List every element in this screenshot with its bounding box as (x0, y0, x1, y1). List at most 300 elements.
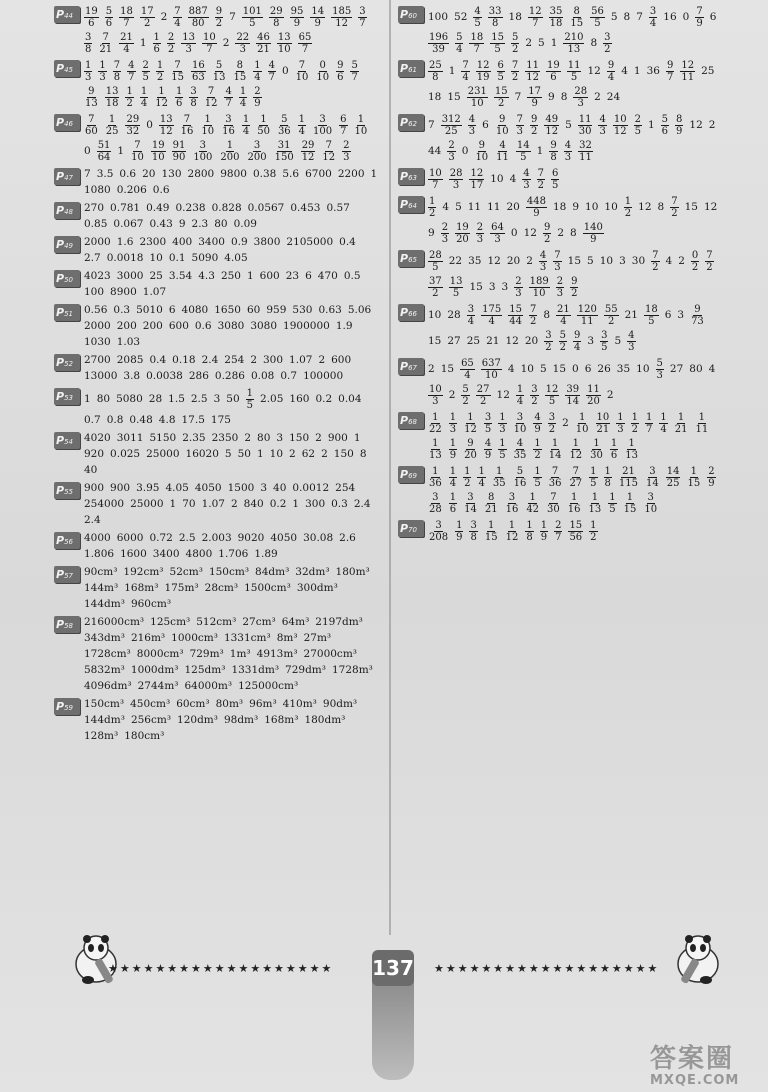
fraction (495, 140, 510, 163)
fraction (277, 114, 292, 137)
answer-item (428, 11, 448, 24)
fraction-denominator: 10 (644, 504, 658, 515)
answer-item (670, 196, 678, 219)
fraction-numerator: 9 (607, 60, 615, 71)
answer-item (149, 252, 162, 265)
fraction-numerator: 7 (325, 140, 332, 151)
answer-item (169, 252, 186, 265)
answer-item (428, 466, 443, 489)
page-badge-number: 57 (64, 572, 73, 580)
answer-value: 27cm³ (242, 616, 276, 628)
answer-item (354, 498, 371, 511)
answer-item (270, 498, 287, 511)
fraction-denominator: 2 (531, 396, 538, 407)
answer-item (516, 140, 531, 163)
answer-item (131, 664, 179, 677)
fraction-denominator: 11 (695, 424, 709, 435)
answer-item (645, 466, 660, 489)
fraction (463, 438, 478, 461)
answer-list (84, 532, 384, 564)
exercise-section (398, 168, 728, 194)
fraction-numerator: 6 (340, 114, 347, 125)
fraction (651, 250, 659, 273)
fraction-denominator: 5 (552, 180, 559, 191)
answer-item (188, 6, 209, 29)
fraction-numerator: 1 (298, 114, 306, 125)
answer-value: 960cm³ (130, 598, 172, 610)
answer-item (589, 520, 597, 543)
answer-item (594, 91, 601, 104)
answer-item (165, 482, 188, 495)
fraction-numerator: 1 (449, 438, 457, 449)
answer-value: 0.067 (113, 218, 144, 230)
answer-item (588, 492, 603, 515)
fraction (441, 222, 449, 245)
fraction (151, 140, 166, 163)
answer-item (84, 632, 125, 645)
answer-item (170, 498, 177, 511)
answer-item (161, 168, 181, 181)
fraction-numerator: 32 (579, 140, 592, 151)
fraction-numerator: 3 (516, 412, 524, 423)
answer-value: 4800 (185, 548, 213, 560)
answer-value: 3.8 (123, 370, 141, 382)
fraction-numerator: 7 (511, 60, 519, 71)
exercise-section (398, 412, 728, 464)
answer-value: 28cm³ (204, 582, 239, 594)
answer-item (84, 566, 117, 579)
fraction-denominator: 3 (99, 72, 106, 83)
answer-item (675, 114, 683, 137)
fraction-denominator: 21 (99, 44, 113, 55)
fraction-denominator: 21 (484, 504, 498, 515)
answer-item (321, 448, 328, 461)
answer-item (710, 11, 717, 24)
fraction (488, 6, 503, 29)
answer-item (339, 236, 356, 249)
answer-value: 7 (84, 168, 91, 180)
fraction-numerator: 1 (242, 114, 250, 125)
answer-item (215, 6, 223, 29)
fraction-numerator: 13 (182, 32, 196, 43)
fraction (570, 276, 578, 299)
answer-item (467, 86, 488, 109)
answer-item (129, 414, 152, 427)
answer-value: 1 (448, 65, 456, 77)
page-badge-letter: P (400, 62, 409, 75)
fraction (339, 114, 347, 137)
answer-item (84, 498, 124, 511)
answer-value: 10 (585, 201, 599, 213)
answer-item (224, 252, 247, 265)
fraction-numerator: 28 (429, 250, 442, 261)
answer-item (84, 414, 101, 427)
answer-item (585, 201, 598, 214)
answer-item (113, 60, 121, 83)
fraction-denominator: 3 (441, 234, 449, 245)
answer-value: 0.49 (146, 202, 170, 214)
fraction (513, 466, 528, 489)
answer-value: 4020 (84, 432, 111, 444)
answer-item (286, 270, 299, 283)
answer-value: 11 (467, 201, 482, 213)
fraction-numerator: 1 (429, 196, 436, 207)
fraction-numerator: 5 (281, 114, 288, 125)
fraction-denominator: 9 (293, 18, 301, 29)
exercise-section (398, 6, 728, 58)
answer-value: 80m³ (215, 698, 244, 710)
fraction (497, 60, 505, 83)
answer-item (441, 363, 454, 376)
fraction (643, 492, 658, 515)
fraction (428, 520, 449, 543)
fraction-numerator: 5 (351, 60, 358, 71)
answer-item (221, 270, 241, 283)
fraction-numerator: 3 (647, 492, 654, 503)
answer-item (84, 664, 125, 677)
answer-item (146, 119, 153, 132)
exercise-section (54, 304, 384, 352)
answer-value: 80 (257, 432, 271, 444)
fraction-denominator: 15 (623, 504, 637, 515)
fraction-denominator: 8 (470, 532, 477, 543)
answer-item (455, 222, 470, 245)
answer-list (84, 236, 384, 268)
fraction-denominator: 12 (569, 450, 583, 461)
answer-value: 15 (428, 335, 442, 347)
fraction (105, 114, 120, 137)
answer-item (224, 354, 244, 367)
answer-item (447, 91, 460, 104)
fraction-numerator: 22 (236, 32, 250, 43)
fraction-denominator: 13 (567, 44, 581, 55)
answer-item (125, 114, 140, 137)
answer-value: 5080 (116, 393, 143, 405)
answer-value: 2.7 (84, 252, 101, 264)
page-badge-letter: P (400, 468, 409, 481)
answer-value: 0.6 (194, 320, 212, 332)
fraction (549, 140, 557, 163)
answer-value: 1 (353, 432, 361, 444)
fraction-denominator: 12 (613, 126, 627, 137)
answer-item (172, 236, 192, 249)
answer-item (449, 466, 457, 489)
answer-item (589, 438, 604, 461)
answer-value: 4913m³ (256, 648, 298, 660)
fraction-denominator: 12 (526, 72, 540, 83)
answer-value: 6 (482, 119, 489, 131)
fraction-denominator: 4 (456, 44, 463, 55)
fraction (342, 140, 350, 163)
answer-item (84, 598, 125, 611)
fraction-numerator: 33 (488, 6, 502, 17)
fraction-numerator: 3 (604, 32, 611, 43)
fraction-numerator: 0 (691, 250, 699, 261)
fraction (705, 250, 713, 273)
page-badge-number: 58 (64, 622, 73, 630)
page-badge (54, 168, 80, 185)
answer-item (462, 145, 469, 158)
fraction-denominator: 2 (590, 532, 597, 543)
fraction-numerator: 65 (298, 32, 312, 43)
fraction-numerator: 7 (174, 60, 181, 71)
answer-item (707, 466, 715, 489)
fraction (589, 438, 604, 461)
answer-item (198, 270, 215, 283)
page-badge-number: 64 (408, 202, 417, 210)
answer-item (140, 37, 147, 50)
answer-value: 10 (149, 252, 163, 264)
answer-value: 21 (486, 335, 500, 347)
page-badge-number: 51 (64, 310, 73, 318)
answer-item (690, 304, 705, 327)
answer-value: 6 (664, 309, 672, 321)
answer-value: 130 (161, 168, 182, 180)
fraction (525, 60, 540, 83)
answer-item (149, 532, 172, 545)
fraction-numerator: 3 (548, 412, 556, 423)
fraction-denominator: 36 (429, 478, 442, 489)
fraction-denominator: 6 (175, 98, 183, 109)
answer-item (614, 335, 621, 348)
answer-value: 2.003 (201, 532, 232, 544)
fraction-denominator: 2 (511, 44, 519, 55)
answer-item (548, 438, 563, 461)
answer-item (131, 598, 171, 611)
answer-value: 100 (84, 286, 105, 298)
answer-item (497, 389, 510, 402)
fraction (463, 492, 478, 515)
answer-item (172, 354, 195, 367)
fraction-denominator: 5 (432, 262, 439, 273)
answer-value: 125cm³ (150, 616, 191, 628)
answer-value: 1.6 (116, 236, 134, 248)
fraction-numerator: 1 (260, 114, 267, 125)
fraction-numerator: 25 (429, 60, 442, 71)
fraction-numerator: 210 (564, 32, 584, 43)
fraction (577, 304, 598, 327)
fraction (298, 32, 313, 55)
fraction-numerator: 185 (332, 6, 352, 17)
exercise-section (398, 114, 728, 166)
fraction-denominator: 8 (85, 44, 92, 55)
answer-item (469, 32, 484, 55)
answer-value: 10 (599, 255, 614, 267)
answer-value: 0.18 (172, 354, 196, 366)
fraction (428, 250, 443, 273)
answer-item (463, 492, 478, 515)
answer-value: 530 (292, 304, 313, 316)
answer-item (590, 37, 597, 50)
answer-value: 17.5 (181, 414, 205, 426)
answer-item (623, 492, 638, 515)
answer-item (577, 304, 598, 327)
answer-value: 2 (250, 354, 257, 366)
answer-value: 1 (117, 145, 125, 157)
answer-item (169, 304, 176, 317)
page-tab-bar (372, 975, 414, 1080)
fraction (511, 60, 519, 83)
fraction-denominator: 5 (484, 424, 492, 435)
page-badge-number: 70 (408, 526, 417, 534)
answer-item (253, 168, 276, 181)
answer-value: 2000 (84, 236, 111, 248)
answer-item (544, 114, 559, 137)
answer-value: 9 (572, 201, 580, 213)
fraction-denominator: 5 (534, 478, 541, 489)
fraction-denominator: 12 (464, 424, 477, 435)
fraction (469, 32, 484, 55)
fraction (537, 168, 545, 191)
answer-item (84, 370, 117, 383)
fraction-numerator: 120 (577, 304, 597, 315)
answer-item (338, 168, 365, 181)
fraction-denominator: 6 (449, 504, 457, 515)
answer-value: 24 (606, 91, 621, 103)
answer-item (568, 520, 583, 543)
answer-value: 144dm³ (84, 598, 125, 610)
fraction (315, 60, 330, 83)
answer-item (185, 664, 226, 677)
fraction-denominator: 16 (222, 126, 235, 137)
answer-item (656, 358, 664, 381)
fraction-denominator: 7 (532, 18, 539, 29)
answer-item (616, 412, 624, 435)
answer-list (84, 202, 384, 234)
fraction-denominator: 28 (429, 504, 442, 515)
answer-value: 2200 (337, 168, 365, 180)
answer-value: 9020 (237, 532, 265, 544)
page-number: 137 (372, 950, 414, 986)
fraction-denominator: 7 (473, 44, 481, 55)
fraction-denominator: 10 (532, 288, 546, 299)
fraction-denominator: 10 (131, 152, 144, 163)
fraction-numerator: 1 (464, 466, 471, 477)
fraction-denominator: 5 (142, 72, 149, 83)
answer-item (463, 438, 478, 461)
fraction (191, 60, 206, 83)
answer-item (680, 60, 695, 83)
answer-item (192, 252, 219, 265)
answer-item (310, 6, 325, 29)
answer-item (360, 448, 367, 461)
fraction (578, 140, 593, 163)
fraction-denominator: 6 (337, 72, 344, 83)
answer-value: 125000cm³ (238, 680, 299, 692)
answer-item (196, 616, 236, 629)
fraction-numerator: 5 (661, 114, 669, 125)
answer-value: 3.95 (136, 482, 160, 494)
fraction (484, 438, 492, 461)
answer-item (509, 11, 522, 24)
answer-item (315, 393, 332, 406)
answer-item (127, 60, 135, 83)
fraction-denominator: 6 (105, 18, 113, 29)
fraction (428, 438, 443, 461)
answer-item (540, 520, 548, 543)
page-badge-letter: P (400, 252, 409, 265)
answer-item (556, 304, 571, 327)
fraction-numerator: 7 (516, 114, 523, 125)
answer-value: 6 (168, 304, 176, 316)
answer-item (563, 32, 584, 55)
page-badge (54, 566, 80, 583)
fraction-denominator: 12 (301, 152, 315, 163)
answer-item (551, 168, 559, 191)
fraction-numerator: 1 (226, 140, 234, 151)
fraction-denominator: 2 (624, 208, 632, 219)
fraction-denominator: 9 (696, 18, 703, 29)
answer-item (507, 255, 520, 268)
fraction-denominator: 3 (516, 126, 523, 137)
fraction-denominator: 2 (652, 262, 659, 273)
answer-item (140, 6, 155, 29)
answer-value: 0.6 (119, 168, 137, 180)
answer-value: 175m³ (164, 582, 199, 594)
fraction-denominator: 90 (172, 152, 186, 163)
fraction-denominator: 4 (239, 98, 247, 109)
answer-item (177, 714, 218, 727)
answer-item (549, 140, 557, 163)
fraction (125, 86, 133, 109)
answer-item (97, 140, 112, 163)
fraction-numerator: 4 (516, 438, 524, 449)
answer-item (131, 632, 165, 645)
answer-item (154, 86, 169, 109)
answer-item (142, 168, 155, 181)
fraction-numerator: 1 (534, 466, 541, 477)
fraction-denominator: 30 (590, 450, 603, 461)
fraction-denominator: 2 (530, 126, 538, 137)
answer-item (521, 363, 534, 376)
answer-value: 0.4 (339, 236, 356, 248)
answer-value: 250 (220, 270, 241, 282)
fraction-denominator: 12 (545, 126, 559, 137)
answer-item (123, 370, 140, 383)
answer-list (84, 270, 384, 302)
fraction-numerator: 1 (604, 466, 611, 477)
answer-item (338, 393, 361, 406)
fraction (589, 520, 597, 543)
fraction (545, 384, 560, 407)
answer-value: 1 (139, 37, 147, 49)
fraction (583, 222, 604, 245)
answer-item (583, 222, 604, 245)
answer-item (476, 222, 484, 245)
fraction-numerator: 18 (120, 6, 133, 17)
answer-list (84, 432, 384, 480)
answer-item (292, 482, 329, 495)
fraction (624, 196, 632, 219)
answer-item (212, 432, 239, 445)
answer-item (473, 6, 481, 29)
fraction-denominator: 2 (432, 288, 439, 299)
fraction-denominator: 10 (201, 126, 215, 137)
fraction (598, 114, 606, 137)
answer-item (149, 218, 172, 231)
answer-value: 0 (682, 11, 690, 23)
answer-value: 3080 (217, 320, 245, 332)
fraction-numerator: 1 (534, 438, 541, 449)
fraction-numerator: 17 (528, 86, 541, 97)
page-badge-letter: P (56, 204, 65, 217)
fraction-numerator: 13 (105, 86, 119, 97)
fraction (159, 114, 174, 137)
answer-item (84, 448, 104, 461)
fraction-numerator: 4 (628, 330, 635, 341)
answer-value: 0.238 (175, 202, 206, 214)
answer-list (428, 250, 728, 302)
